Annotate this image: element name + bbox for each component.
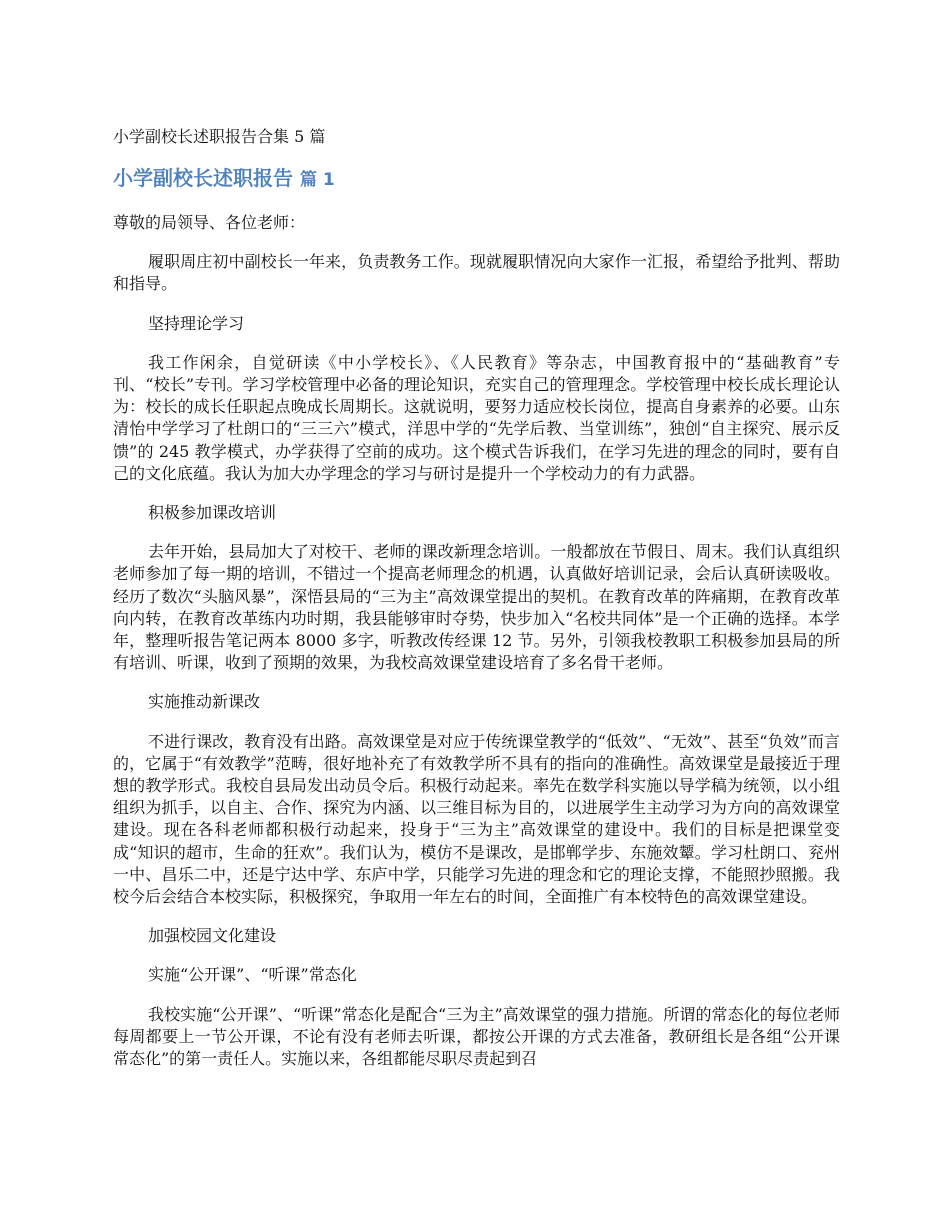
- paragraph-reform-training: 去年开始，县局加大了对校干、老师的课改新理念培训。一般都放在节假日、周末。我们认真组织老师参加了每一期的培训，不错过一个提高老师理念的机遇，认真做好培训记录，会后认真研读吸收。经历了数次“头脑风暴”，深悟县局的“三为主”高效课堂提出的契机。在教育改革的阵痛期，在教育改革向内转，在教育改革练内功时期，我县能够审时夺势，快步加入“名校共同体”是一个正确的选择。本学年，整理听报告笔记两本 8000 多字，听教改传经课 12 节。另外，引领我校教职工积极参加县局的所有培训、听课，收到了预期的效果，为我校高效课堂建设培育了多名骨干老师。: [113, 542, 840, 673]
- section-heading-number: 篇 1: [299, 170, 335, 190]
- document-page: [113, 126, 840, 1087]
- subheading-theory-study: 坚持理论学习: [148, 313, 245, 333]
- section-heading-text: 小学副校长述职报告: [113, 166, 300, 190]
- subheading-campus-culture: 加强校园文化建设: [148, 926, 277, 946]
- paragraph-intro: 履职周庄初中副校长一年来，负责教务工作。现就履职情况向大家作一汇报，希望给予批判、帮助和指导。: [113, 252, 840, 294]
- paragraph-theory-study: 我工作闲余，自觉研读《中小学校长》、《人民教育》等杂志，中国教育报中的“基础教育”专刊、“校长”专刊。学习学校管理中必备的理论知识，充实自己的管理理念。学校管理中校长成长理论认为：校长的成长任职起点晚成长周期长。这就说明，要努力适应校长岗位，提高自身素养的必要。山东清怡中学学习了杜朗口的“三三六”模式，洋思中学的“先学后教、当堂训练”，独创“自主探究、展示反馈”的 245 教学模式，办学获得了空前的成功。这个模式告诉我们，在学习先进的理念的同时，要有自己的文化底蕴。我认为加大办学理念的学习与研讨是提升一个学校动力的有力武器。: [113, 352, 840, 483]
- subheading-new-curriculum: 实施推动新课改: [148, 692, 261, 712]
- salutation: 尊敬的局领导、各位老师：: [113, 213, 306, 232]
- subheading-open-class: 实施“公开课”、“听课”常态化: [148, 965, 357, 985]
- section-heading: [113, 164, 840, 194]
- subheading-reform-training: 积极参加课改培训: [148, 503, 277, 523]
- paragraph-open-class: 我校实施“公开课”、“听课”常态化是配合“三为主”高效课堂的强力措施。所谓的常态化的每位老师每周都要上一节公开课，不论有没有老师去听课，都按公开课的方式去准备，教研组长是各组“公开课常态化”的第一责任人。实施以来，各组都能尽职尽责起到召: [113, 1004, 840, 1069]
- document-title: 小学副校长述职报告合集 5 篇: [113, 127, 326, 146]
- paragraph-new-curriculum: 不进行课改，教育没有出路。高效课堂是对应于传统课堂教学的“低效”、“无效”、甚至“负效”而言的，它属于“有效教学”范畴，很好地补充了有效教学所不具有的指向的准确性。高效课堂是最接近于理想的教学形式。我校自县局发出动员令后。积极行动起来。率先在数学科实施以导学稿为统领，以小组组织为抓手，以自主、合作、探究为内涵、以三维目标为目的，以进展学生主动学习为方向的高效课堂建设。现在各科老师都积极行动起来，投身于“三为主”高效课堂的建设中。我们的目标是把课堂变成“知识的超市，生命的狂欢”。我们认为，模仿不是课改，是邯郸学步、东施效颦。学习杜朗口、兖州一中、昌乐二中，还是宁达中学、东庐中学，只能学习先进的理念和它的理论支撑，不能照抄照搬。我校今后会结合本校实际，积极探究，争取用一年左右的时间，全面推广有本校特色的高效课堂建设。: [113, 731, 840, 907]
